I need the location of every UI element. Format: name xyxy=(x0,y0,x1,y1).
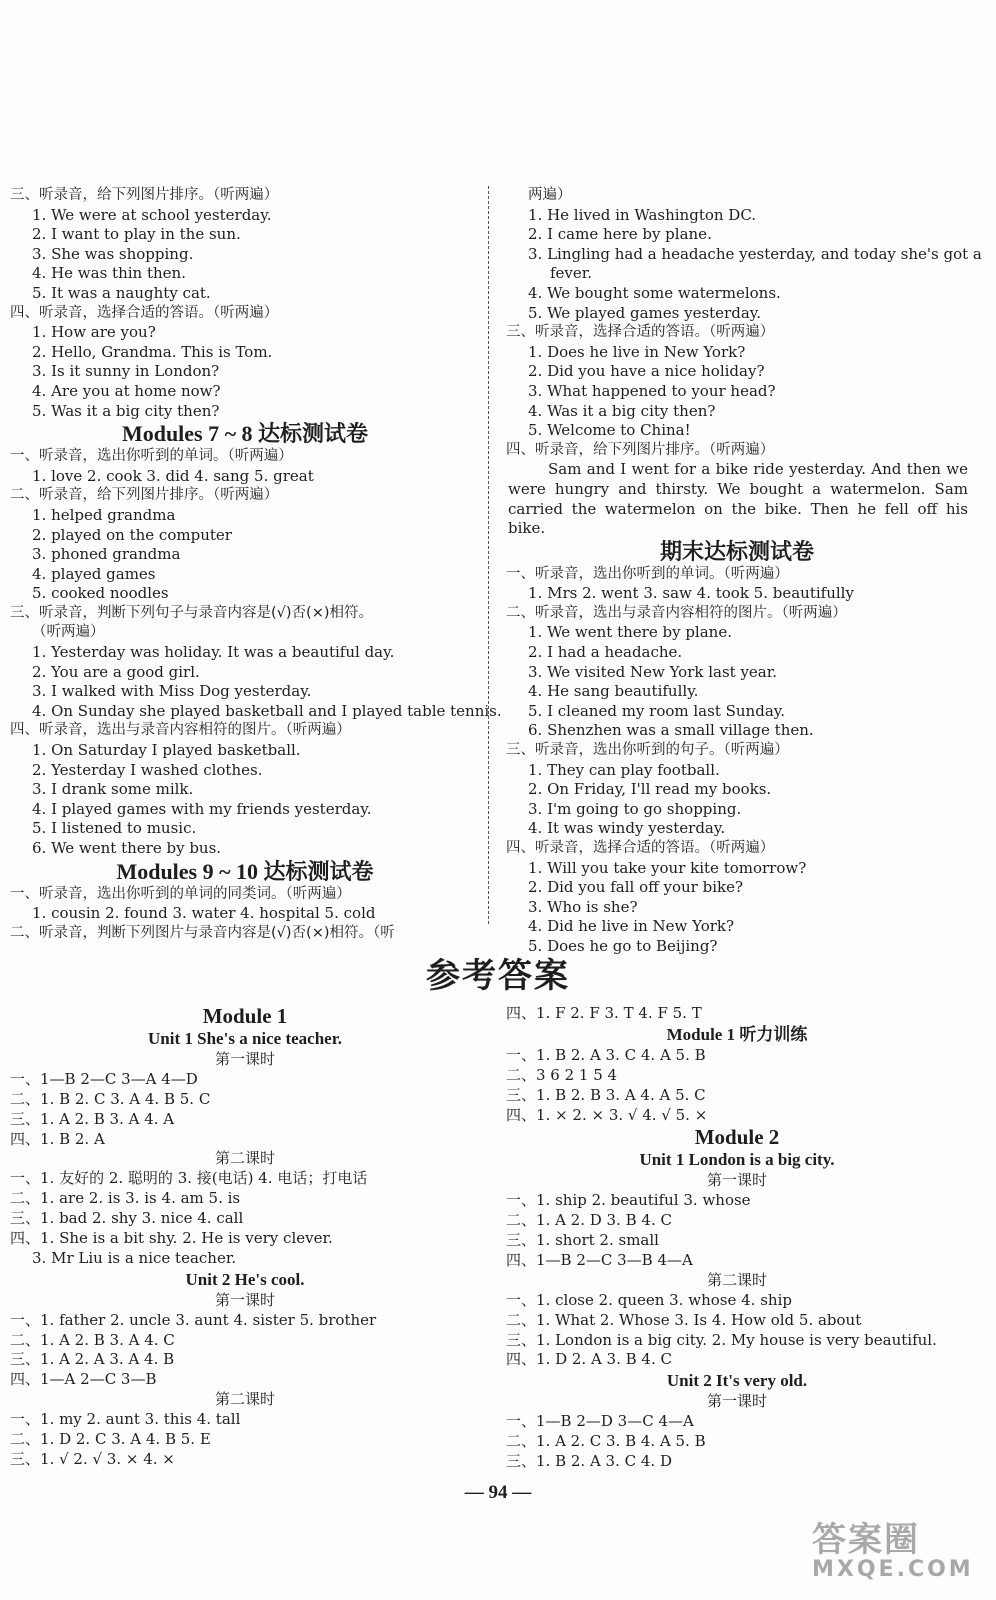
section-heading: 二、听录音，判断下列图片与录音内容是(√)否(×)相符。（听 xyxy=(10,924,395,941)
answer-line: 四、1. She is a bit shy. 2. He is very clever. xyxy=(10,1229,333,1248)
section-heading-continued: （听两遍） xyxy=(32,624,105,641)
section-heading: 一、听录音，选出你听到的单词的同类词。（听两遍） xyxy=(10,885,351,902)
test-title: Modules 7 ~ 8 达标测试卷 xyxy=(121,421,369,447)
list-item: 1. Does he live in New York? xyxy=(528,342,746,361)
answer-line: 三、1. bad 2. shy 3. nice 4. call xyxy=(10,1209,244,1228)
list-item-continued: fever. xyxy=(550,264,593,283)
section-heading: 三、听录音，选择合适的答语。（听两遍） xyxy=(506,324,775,341)
list-item: 2. Hello, Grandma. This is Tom. xyxy=(32,342,273,361)
module-title: Module 2 xyxy=(694,1125,780,1150)
answer-line: 二、1. A 2. B 3. A 4. C xyxy=(10,1330,175,1349)
section-heading: 四、听录音，选出与录音内容相符的图片。（听两遍） xyxy=(10,722,351,739)
lesson-title: 第二课时 xyxy=(214,1390,275,1409)
column-divider xyxy=(488,186,489,924)
answer-line: 三、1. London is a big city. 2. My house is very beautiful. xyxy=(506,1330,937,1349)
answers-left-column xyxy=(10,1004,480,1470)
answer-line-continued: 3. Mr Liu is a nice teacher. xyxy=(32,1248,237,1267)
answer-line: 二、1. What 2. Whose 3. Is 4. How old 5. about xyxy=(506,1310,862,1329)
list-item: 2. played on the computer xyxy=(32,525,232,544)
list-item: 4. On Sunday she played basketball and I played table tennis. xyxy=(32,701,502,720)
list-item: 1. We went there by plane. xyxy=(528,623,732,642)
section-heading: 三、听录音，给下列图片排序。（听两遍） xyxy=(10,187,279,203)
answer-line: 二、1. A 2. D 3. B 4. C xyxy=(506,1211,672,1230)
section-heading: 四、听录音，选择合适的答语。（听两遍） xyxy=(10,304,279,321)
answer-key-title: 参考答案 xyxy=(426,956,570,996)
section-heading: 三、听录音，判断下列句子与录音内容是(√)否(×)相符。 xyxy=(10,604,374,621)
list-item: 3. Who is she? xyxy=(528,897,638,916)
answer-line: 三、1. √ 2. √ 3. × 4. × xyxy=(10,1449,175,1468)
list-item: 5. Was it a big city then? xyxy=(32,401,220,420)
passage-paragraph: Sam and I went for a bike ride yesterday. And then we were hungry and thirsty. We bought a watermelon. Sam carried the watermelon on the bike. Then he fell off his bike. xyxy=(508,460,968,538)
right-column xyxy=(506,186,982,957)
unit-title: Unit 1 London is a big city. xyxy=(639,1150,835,1170)
list-item: 4. I played games with my friends yesterday. xyxy=(32,799,372,818)
list-item: 2. Yesterday I washed clothes. xyxy=(32,760,263,779)
section-heading-continued: 两遍） xyxy=(528,187,572,203)
list-item: 4. He was thin then. xyxy=(32,264,186,283)
answer-line: 一、1. B 2. A 3. C 4. A 5. B xyxy=(506,1045,706,1064)
left-column xyxy=(10,186,502,943)
lesson-title: 第二课时 xyxy=(214,1149,275,1168)
list-item: 1. cousin 2. found 3. water 4. hospital 5. cold xyxy=(32,904,376,923)
list-item: 5. We played games yesterday. xyxy=(528,303,762,322)
list-item: 6. Shenzhen was a small village then. xyxy=(528,721,814,740)
section-heading: 四、听录音，选择合适的答语。（听两遍） xyxy=(506,840,775,856)
answer-line: 二、1. are 2. is 3. is 4. am 5. is xyxy=(10,1189,241,1208)
test-title: Modules 9 ~ 10 达标测试卷 xyxy=(116,858,374,884)
list-item: 2. I want to play in the sun. xyxy=(32,225,241,244)
lesson-title: 第一课时 xyxy=(706,1392,767,1411)
list-item: 3. I'm going to go shopping. xyxy=(528,799,742,818)
list-item: 2. On Friday, I'll read my books. xyxy=(528,780,772,799)
answer-line: 四、1. B 2. A xyxy=(10,1129,105,1148)
answer-line: 四、1. × 2. × 3. √ 4. √ 5. × xyxy=(506,1105,708,1124)
module-title: Module 1 xyxy=(202,1004,288,1028)
lesson-title: 第一课时 xyxy=(214,1050,275,1068)
answer-line: 四、1—B 2—C 3—B 4—A xyxy=(506,1251,693,1270)
list-item: 4. played games xyxy=(32,564,156,583)
section-heading: 一、听录音，选出你听到的单词。（听两遍） xyxy=(506,565,789,582)
answer-line: 四、1—A 2—C 3—B xyxy=(10,1370,157,1389)
list-item: 3. What happened to your head? xyxy=(528,381,776,400)
lesson-title: 第一课时 xyxy=(214,1290,275,1309)
list-item: 4. Are you at home now? xyxy=(32,381,221,400)
answer-line: 三、1. A 2. B 3. A 4. A xyxy=(10,1109,175,1128)
list-item: 2. I had a headache. xyxy=(528,643,683,662)
list-item: 5. It was a naughty cat. xyxy=(32,283,211,302)
list-item: 1. love 2. cook 3. did 4. sang 5. great xyxy=(32,466,314,485)
watermark-logo xyxy=(812,1512,980,1592)
list-item: 2. Did you fall off your bike? xyxy=(528,878,744,897)
answer-line: 四、1. D 2. A 3. B 4. C xyxy=(506,1350,672,1369)
watermark-line2: MXQE.COM xyxy=(812,1557,974,1582)
answer-line: 二、1. D 2. C 3. A 4. B 5. E xyxy=(10,1430,211,1449)
answer-line: 一、1. close 2. queen 3. whose 4. ship xyxy=(506,1290,792,1309)
list-item: 2. Did you have a nice holiday? xyxy=(528,362,765,381)
answer-line: 一、1—B 2—C 3—A 4—D xyxy=(10,1069,198,1088)
answer-line: 一、1. ship 2. beautiful 3. whose xyxy=(506,1191,751,1210)
list-item: 3. I walked with Miss Dog yesterday. xyxy=(32,682,312,701)
list-item: 1. Yesterday was holiday. It was a beautiful day. xyxy=(32,643,395,662)
list-item: 1. Mrs 2. went 3. saw 4. took 5. beautifully xyxy=(528,584,854,603)
lesson-title: 第一课时 xyxy=(706,1171,767,1190)
answer-line: 二、1. B 2. C 3. A 4. B 5. C xyxy=(10,1089,211,1108)
answers-right-column xyxy=(506,1004,968,1472)
list-item: 5. cooked noodles xyxy=(32,584,169,603)
list-item: 3. I drank some milk. xyxy=(32,780,194,799)
list-item: 5. I listened to music. xyxy=(32,819,197,838)
list-item: 1. They can play football. xyxy=(528,760,720,779)
list-item: 6. We went there by bus. xyxy=(32,839,222,857)
list-item: 2. I came here by plane. xyxy=(528,225,712,244)
list-item: 1. He lived in Washington DC. xyxy=(528,205,757,224)
section-heading: 一、听录音，选出你听到的单词。（听两遍） xyxy=(10,448,293,465)
answer-line: 一、1. father 2. uncle 3. aunt 4. sister 5. brother xyxy=(10,1310,377,1329)
list-item: 5. Does he go to Beijing? xyxy=(528,936,718,955)
section-heading: 四、听录音，给下列图片排序。（听两遍） xyxy=(506,441,775,458)
list-item: 3. Is it sunny in London? xyxy=(32,362,220,381)
watermark-line1: 答案圈 xyxy=(812,1520,920,1560)
list-item: 4. We bought some watermelons. xyxy=(528,283,781,302)
answer-line: 三、1. B 2. B 3. A 4. A 5. C xyxy=(506,1085,706,1104)
list-item: 4. It was windy yesterday. xyxy=(528,819,726,838)
list-item: 4. He sang beautifully. xyxy=(528,682,699,701)
section-heading: 二、听录音，给下列图片排序。（听两遍） xyxy=(10,487,279,504)
answer-line: 三、1. short 2. small xyxy=(506,1231,659,1250)
answer-line: 三、1. B 2. A 3. C 4. D xyxy=(506,1452,672,1471)
answer-line: 二、3 6 2 1 5 4 xyxy=(506,1065,618,1084)
unit-title: Module 1 听力训练 xyxy=(666,1024,808,1044)
list-item: 1. How are you? xyxy=(32,323,156,342)
list-item: 5. I cleaned my room last Sunday. xyxy=(528,701,786,720)
page-number: — 94 — xyxy=(464,1482,532,1503)
list-item: 5. Welcome to China! xyxy=(528,421,691,440)
unit-title: Unit 2 It's very old. xyxy=(666,1371,808,1391)
list-item: 1. Will you take your kite tomorrow? xyxy=(528,858,807,877)
answer-line: 四、1. F 2. F 3. T 4. F 5. T xyxy=(506,1004,702,1022)
list-item: 2. You are a good girl. xyxy=(32,662,200,681)
answer-line: 一、1. my 2. aunt 3. this 4. tall xyxy=(10,1410,241,1429)
lesson-title: 第二课时 xyxy=(706,1270,767,1289)
list-item: 3. phoned grandma xyxy=(32,545,181,564)
list-item: 1. We were at school yesterday. xyxy=(32,205,272,224)
answer-line: 一、1. 友好的 2. 聪明的 3. 接(电话) 4. 电话；打电话 xyxy=(10,1169,368,1188)
list-item: 4. Was it a big city then? xyxy=(528,401,716,420)
list-item: 3. Lingling had a headache yesterday, and today she's got a xyxy=(528,244,982,263)
answer-line: 二、1. A 2. C 3. B 4. A 5. B xyxy=(506,1432,706,1451)
list-item: 4. Did he live in New York? xyxy=(528,917,735,936)
list-item: 3. She was shopping. xyxy=(32,244,194,263)
test-title: 期末达标测试卷 xyxy=(659,538,814,564)
list-item: 1. helped grandma xyxy=(32,505,176,524)
unit-title: Unit 1 She's a nice teacher. xyxy=(148,1029,342,1048)
answer-line: 三、1. A 2. A 3. A 4. B xyxy=(10,1350,175,1369)
list-item: 3. We visited New York last year. xyxy=(528,662,778,681)
section-heading: 二、听录音，选出与录音内容相符的图片。（听两遍） xyxy=(506,604,847,621)
list-item: 1. On Saturday I played basketball. xyxy=(32,741,301,760)
section-heading: 三、听录音，选出你听到的句子。（听两遍） xyxy=(506,742,789,759)
answer-line: 一、1—B 2—D 3—C 4—A xyxy=(506,1412,694,1431)
unit-title: Unit 2 He's cool. xyxy=(185,1269,305,1289)
